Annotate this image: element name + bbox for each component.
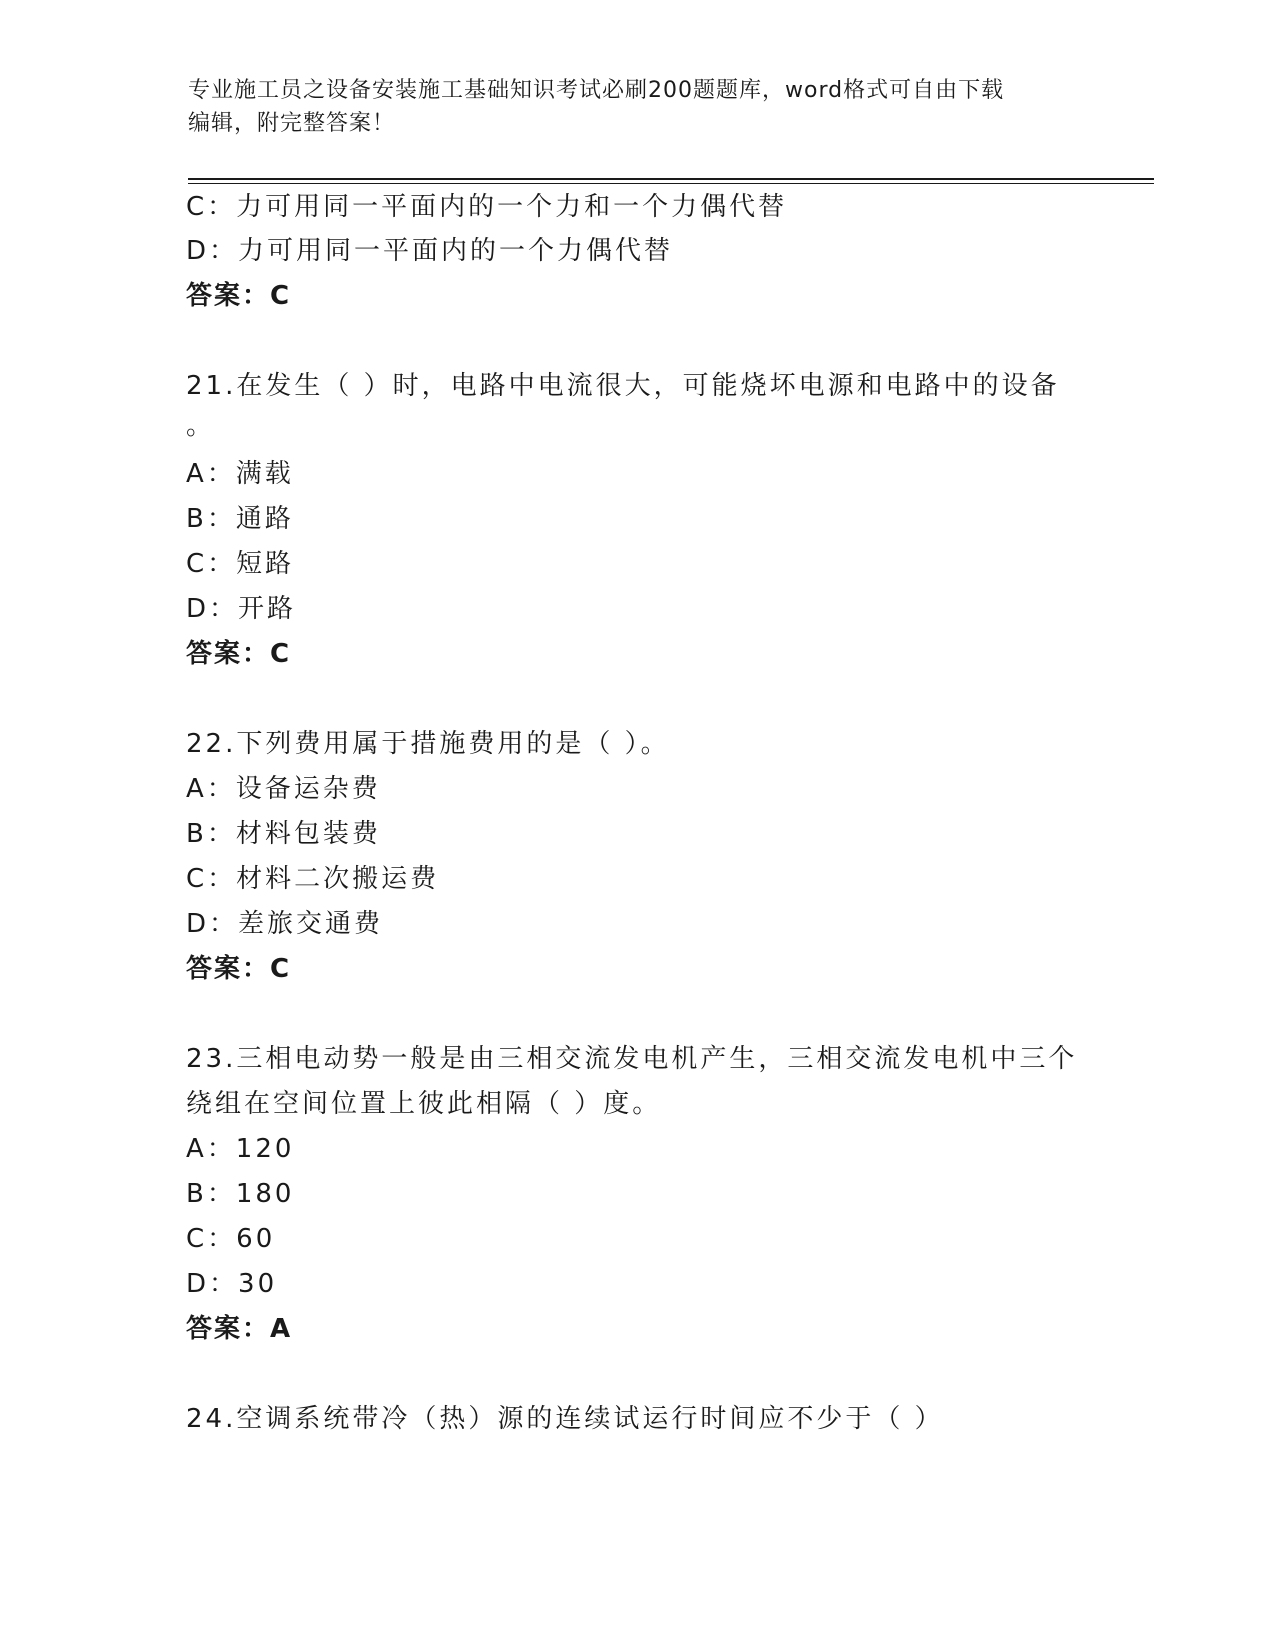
header-divider-thick [188, 178, 1154, 180]
q23-stem-line-1: 23.三相电动势一般是由三相交流发电机产生，三相交流发电机中三个 [186, 1044, 1078, 1074]
q22-option-a: A：设备运杂费 [186, 774, 381, 804]
q22-answer: 答案：C [186, 954, 292, 984]
q22-option-c: C：材料二次搬运费 [186, 864, 440, 894]
q21-option-a: A：满载 [186, 459, 294, 489]
q24-stem-line-1: 24.空调系统带冷（热）源的连续试运行时间应不少于（ ） [186, 1404, 944, 1434]
q22-stem-line-1: 22.下列费用属于措施费用的是（ ）。 [186, 729, 670, 759]
prev-option-d: D：力可用同一平面内的一个力偶代替 [186, 236, 674, 266]
q21-option-d: D：开路 [186, 594, 297, 624]
q23-stem-line-2: 绕组在空间位置上彼此相隔（ ）度。 [186, 1089, 662, 1119]
document-header [188, 74, 1068, 140]
q21-stem-line-1: 21.在发生（ ）时，电路中电流很大，可能烧坏电源和电路中的设备 [186, 371, 1060, 401]
prev-option-c: C：力可用同一平面内的一个力和一个力偶代替 [186, 192, 788, 222]
q22-option-b: B：材料包装费 [186, 819, 381, 849]
prev-answer: 答案：C [186, 281, 292, 311]
header-line-1: 专业施工员之设备安装施工基础知识考试必刷200题题库，word格式可自由下载 [188, 78, 1005, 103]
q23-answer: 答案：A [186, 1314, 293, 1344]
q21-option-b: B：通路 [186, 504, 294, 534]
q23-option-a: A：120 [186, 1134, 295, 1164]
q22-option-d: D：差旅交通费 [186, 909, 384, 939]
q21-stem-line-2: 。 [186, 411, 216, 441]
q21-answer: 答案：C [186, 639, 292, 669]
q23-option-b: B：180 [186, 1179, 295, 1209]
header-line-2: 编辑，附完整答案！ [188, 111, 396, 136]
q23-option-d: D：30 [186, 1269, 278, 1299]
header-divider-thin [188, 183, 1154, 184]
q23-option-c: C：60 [186, 1224, 276, 1254]
q21-option-c: C：短路 [186, 549, 295, 579]
